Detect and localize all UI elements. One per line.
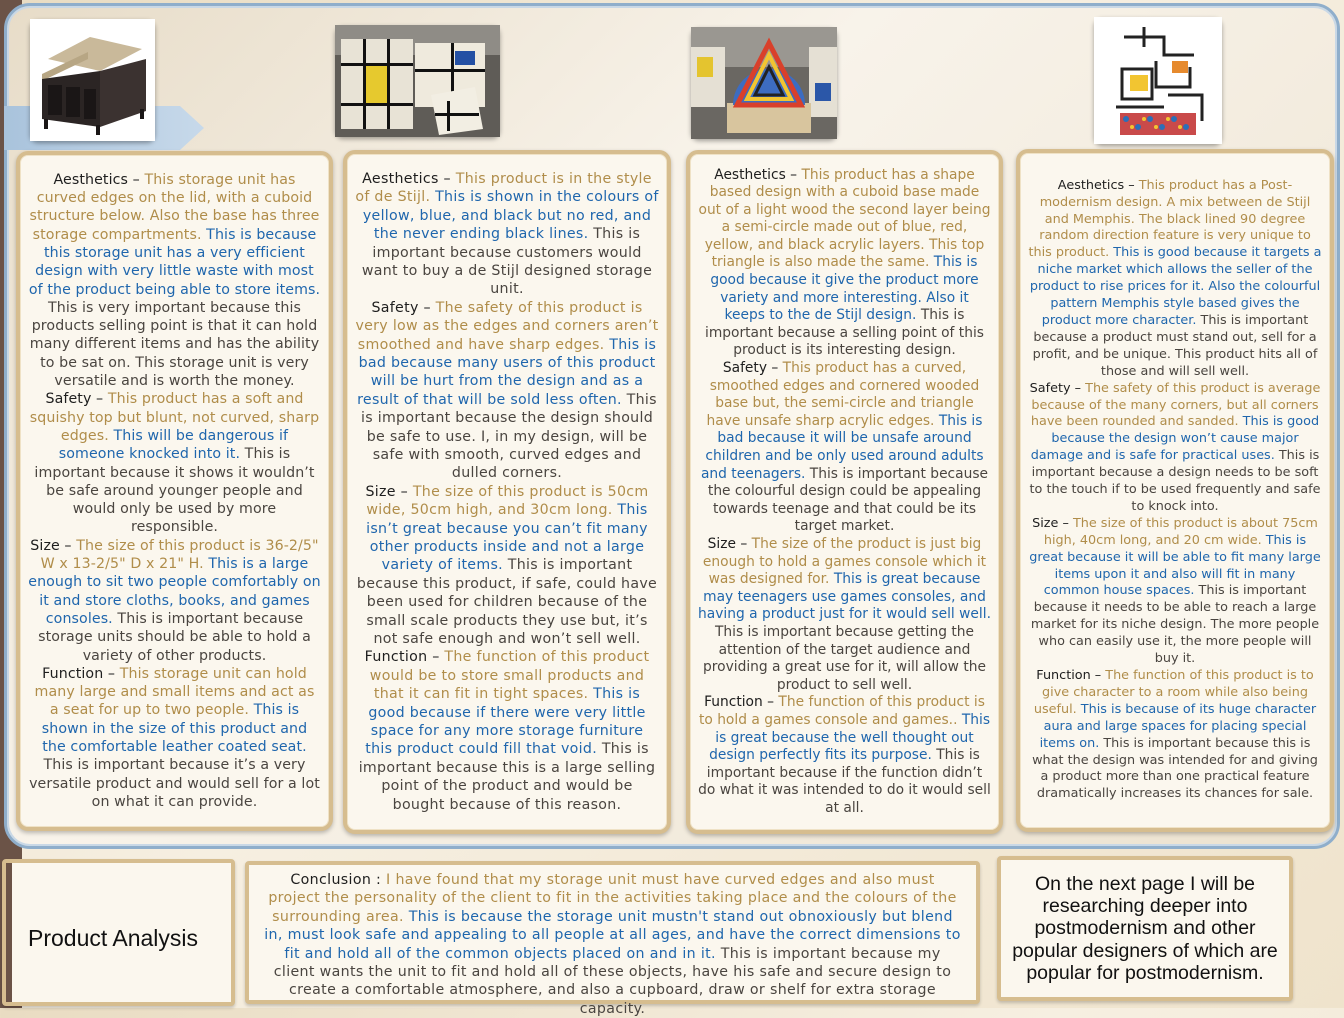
triangle-layers-photo — [691, 27, 837, 139]
safety-heading: Safety – — [722, 360, 783, 377]
size-paragraph — [28, 537, 321, 665]
safety-statement: This product has a soft and squishy top but blunt, not curved, sharp edges. — [29, 391, 320, 444]
size-heading: Size – — [1032, 515, 1073, 531]
function-statement: The function of this product is to hold a games console and games.. — [698, 694, 985, 728]
size-statement: The size of this product is about 75cm high, 40cm long, and 20 cm wide. — [1043, 515, 1318, 548]
next-page-box — [997, 856, 1293, 1001]
aesthetics-paragraph — [355, 170, 659, 299]
function-paragraph — [698, 694, 991, 817]
aesthetics-heading: Aesthetics – — [362, 170, 456, 187]
size-importance: This is important because storage units should be able to hold a variety of other products. — [38, 610, 311, 664]
aesthetics-evaluation: This is good because it give the product more variety and more interesting. Also it keeps to the de Stijl design. — [710, 254, 979, 324]
aesthetics-heading: Aesthetics – — [1057, 177, 1139, 193]
aesthetics-statement: This product has a shape based design with a cuboid base made out of a light wood the second layer being a semi-circle made out of blue, red, yellow, and black acrylic layers. This top triangle is also made the same. — [698, 166, 991, 271]
product-analysis-accent — [6, 863, 12, 1002]
size-heading: Size – — [30, 537, 77, 554]
aesthetics-evaluation: This is shown in the colours of yellow, blue, and black but no red, and the never ending black lines. — [362, 189, 659, 243]
function-importance: This is important because it’s a very versatile product and would sell for a lot on what it can provide. — [29, 757, 320, 810]
aesthetics-importance: This is important because customers would want to buy a de Stijl designed storage unit. — [361, 226, 653, 298]
aesthetics-paragraph — [698, 167, 991, 361]
safety-paragraph — [28, 390, 321, 536]
product-analysis-box — [2, 859, 235, 1006]
function-importance: This is important because this is a large selling point of the product and would be bought because of this reason. — [358, 741, 656, 813]
de-stijl-storage-photo — [335, 25, 500, 137]
size-statement: The size of the product is just big enough to hold a games console which it was designed for. — [702, 535, 987, 588]
safety-paragraph — [698, 360, 991, 536]
safety-importance: This is important because the colourful design could be appealing towards teenage and that could be its target market. — [707, 465, 989, 535]
safety-paragraph — [1028, 381, 1322, 516]
size-paragraph — [1028, 516, 1322, 668]
conclusion-statement: I have found that my storage unit must have curved edges and also must project the personality of the client to fit in the activities taking place and the colours of the surrounding area. — [268, 872, 957, 925]
function-heading: Function – — [42, 665, 120, 682]
conclusion-paragraph — [263, 871, 962, 1018]
aesthetics-paragraph — [28, 171, 321, 391]
function-importance: This is important because if the function didn’t do what it was intended to do it would sell at all. — [698, 747, 991, 816]
function-evaluation: This is shown in the size of this product and the comfortable leather coated seat. — [41, 702, 308, 755]
safety-heading: Safety – — [1029, 380, 1086, 396]
conclusion-evaluation: This is because the storage unit mustn't stand out obnoxiously but blend in, must look safe and appealing to all people at all ages, and have the correct dimensions to fit and hold all of the common objects placed on and in it. — [264, 908, 961, 962]
safety-evaluation: This will be dangerous if someone knocked into it. — [58, 427, 289, 463]
size-importance: This is important because it needs to be able to reach a large market for its niche design. The more people who can easily use it, the more people will buy it. — [1030, 583, 1320, 667]
safety-heading: Safety – — [371, 299, 436, 316]
size-importance: This is important because getting the attention of the target audience and providing a great use for it, will allow the product to sell well. — [703, 623, 986, 693]
aesthetics-paragraph — [1028, 178, 1322, 381]
aesthetics-importance: This is important because a product must stand out, sell for a profit, and be unique. This product hits all of those and will sell well. — [1032, 312, 1318, 379]
safety-importance: This is important because it shows it wouldn’t be safe around younger people and would only be used by more responsible. — [34, 446, 315, 536]
size-paragraph — [698, 536, 991, 694]
safety-evaluation: This is bad because many users of this product will be hurt from the design and as a result of that will be sold less often. — [357, 336, 657, 408]
safety-paragraph — [355, 299, 659, 483]
function-statement: The function of this product would be to store small products and that it can fit in tight spaces. — [369, 649, 650, 703]
size-evaluation: This is great because it will be able to fit many large items upon it and also will fit in many common house spaces. — [1029, 532, 1321, 599]
function-evaluation: This is because of its huge character aura and large spaces for placing special items on. — [1039, 701, 1317, 751]
product-analysis-title: Product Analysis — [28, 925, 199, 951]
size-evaluation: This is great because may teenagers use games consoles, and having a product just for it would sell well. — [698, 571, 991, 623]
aesthetics-statement: This storage unit has curved edges on the lid, with a cuboid structure below. Also the base has three storage compartments. — [29, 171, 320, 243]
analysis-card-de-stijl-storage — [343, 150, 671, 834]
aesthetics-heading: Aesthetics – — [53, 171, 145, 188]
conclusion-box — [245, 861, 980, 1017]
aesthetics-importance: This is very important because this products selling point is that it can hold many different items and has the ability to be sat on. This storage unit is very versatile and is worth the money. — [29, 299, 320, 390]
conclusion-heading: Conclusion : — [290, 872, 387, 888]
aesthetics-heading: Aesthetics – — [714, 166, 802, 183]
storage-bench-photo — [30, 19, 155, 141]
aesthetics-evaluation: This is good because it targets a niche market which allows the seller of the product to rise prices for it. Also the colourful pattern Memphis style based gives the product more character. — [1029, 245, 1322, 328]
function-paragraph — [28, 665, 321, 811]
function-evaluation: This is good because if there were very little space for any more storage furniture this product could fill that void. — [365, 686, 646, 758]
aesthetics-evaluation: This is because this storage unit has a very efficient design with very little waste with most of the product being able to store items. — [28, 226, 321, 298]
function-heading: Function – — [1036, 668, 1106, 684]
memphis-shelf-photo — [1094, 17, 1222, 144]
function-statement: The function of this product is to give character to a room while also being useful. — [1033, 668, 1314, 717]
safety-statement: This product has a curved, smoothed edges and cornered wooded base but, the semi-circle and triangle have unsafe sharp acrylic edges. — [706, 360, 980, 429]
size-heading: Size – — [707, 535, 752, 552]
aesthetics-statement: This product is in the style of de Stijl. — [355, 170, 652, 206]
safety-statement: The safety of this product is average because of the many corners, but all corners have been rounded and sanded. — [1030, 380, 1321, 430]
safety-evaluation: This is good because the design won’t cause major damage and is safe for practical uses. — [1030, 414, 1320, 464]
size-statement: The size of this product is 36-2/5" W x 13-2/5" D x 21" H. — [40, 537, 319, 573]
size-paragraph — [355, 483, 659, 649]
aesthetics-importance: This is important because a selling point of this product is its interesting design. — [705, 307, 984, 359]
function-evaluation: This is great because the well thought out design perfectly fits its purpose. — [709, 711, 991, 764]
size-heading: Size – — [365, 483, 413, 500]
size-evaluation: This is a large enough to sit two people comfortably on it and store cloths, books, and games consoles. — [28, 556, 321, 627]
analysis-card-memphis-shelf — [1016, 149, 1334, 832]
safety-importance: This is important because the design should be safe to use. I, in my design, will be safe with smooth, curved edges and dulled corners. — [360, 391, 657, 482]
size-evaluation: This isn’t great because you can’t fit many other products inside and not a large variety of items. — [366, 502, 648, 574]
safety-statement: The safety of this product is very low as the edges and corners aren’t smoothed and have sharp edges. — [355, 299, 659, 353]
function-statement: This storage unit can hold many large and small items and act as a seat for up to two people. — [34, 665, 315, 719]
aesthetics-statement: This product has a Post-modernism design. A mix between de Stijl and Memphis. The black lined 90 degree random direction feature is very unique to this product. — [1028, 177, 1311, 261]
analysis-card-triangle-layers — [686, 150, 1003, 834]
function-heading: Function – — [364, 649, 445, 666]
analysis-card-storage-bench — [16, 151, 333, 831]
safety-importance: This is important because a design needs to be soft to the touch if to be used frequently and safe to knock into. — [1029, 448, 1321, 514]
next-page-text: On the next page I will be researching deeper into postmodernism and other popular designers of which are popular for postmodernism. — [1012, 872, 1278, 984]
function-importance: This is important because this is what the design was intended for and giving a product more than one practical feature dramatically increases its chances for sale. — [1032, 735, 1318, 802]
size-importance: This is important because this product, if safe, could have been used for children because of the small scale products they use but, it’s not safe enough and won’t sell well. — [356, 557, 658, 648]
safety-evaluation: This is bad because it will be unsafe around children and be only used around adults and teenagers. — [700, 412, 984, 482]
safety-heading: Safety – — [45, 391, 108, 408]
function-paragraph — [1028, 668, 1322, 803]
conclusion-importance: This is important because my client wants the unit to fit and hold all of these objects, have his safe and secure design to create a comfortable atmosphere, and also a cupboard, draw or shelf for extra storage capacity. — [273, 945, 952, 1017]
size-statement: The size of this product is 50cm wide, 50cm high, and 30cm long. — [366, 483, 649, 519]
function-paragraph — [355, 648, 659, 814]
function-heading: Function – — [704, 694, 779, 711]
